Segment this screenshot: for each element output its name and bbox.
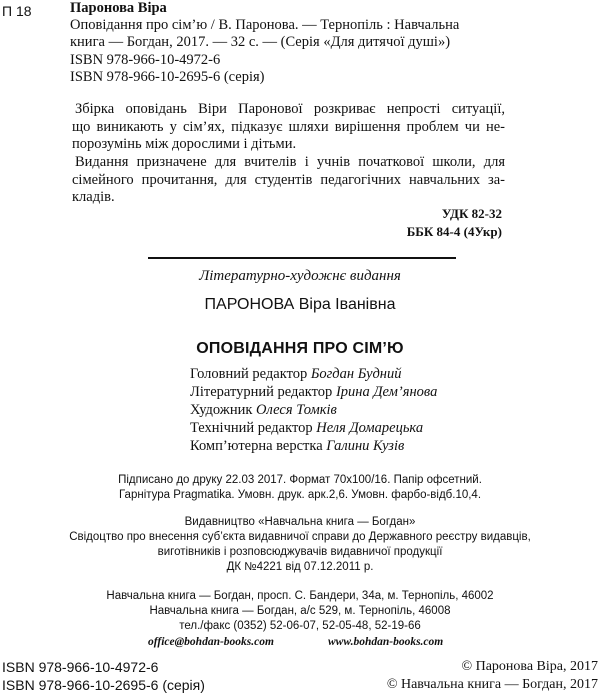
bibliographic-line-1: Оповідання про сім’ю / В. Паронова. — Тернопіль : Навчальна	[70, 17, 460, 33]
address-line-2: Навчальна книга — Богдан, а/с 529, м. Тернопіль, 46008	[149, 605, 451, 617]
publisher-email[interactable]: office@bohdan-books.com	[148, 636, 274, 648]
annotation-paragraph-2	[72, 154, 505, 207]
credit-name: Олеся Томків	[256, 402, 337, 418]
credit-role: Літературний редактор	[190, 384, 333, 400]
credit-name: Богдан Будний	[310, 366, 402, 382]
book-title: ОПОВІДАННЯ ПРО СІМ’Ю	[196, 340, 404, 357]
credit-name: Неля Домарецька	[316, 420, 424, 436]
bbk-code: ББК 84-4 (4Укр)	[406, 224, 502, 239]
publisher-line-3: виготівників і розповсюджувачів видавничої продукції	[157, 546, 443, 558]
author-heading: Паронова Віра	[70, 0, 167, 16]
copyright-author: © Паронова Віра, 2017	[461, 659, 598, 674]
credit-layout	[190, 438, 404, 455]
credit-technical-editor	[190, 420, 423, 437]
credit-name: Галини Кузів	[326, 438, 405, 454]
footer-isbn-main: ISBN 978-966-10-4972-6	[2, 659, 159, 675]
author-full-name: ПАРОНОВА Віра Іванівна	[204, 296, 396, 313]
publisher-line-1: Видавництво «Навчальна книга — Богдан»	[184, 516, 416, 528]
annotation-paragraph-1	[72, 101, 505, 154]
publisher-line-2: Свідоцтво про внесення суб’єкта видавничої справи до Державного реєстру видавців,	[69, 531, 531, 543]
credit-name: Ірина Дем’янова	[335, 384, 438, 400]
edition-type: Літературно-художнє видання	[199, 268, 401, 284]
divider-line	[148, 257, 456, 259]
credit-role: Головний редактор	[190, 366, 308, 382]
credit-role: Художник	[190, 402, 253, 418]
footer-isbn-series: ISBN 978-966-10-2695-6 (серія)	[2, 677, 205, 693]
copyright-publisher: © Навчальна книга — Богдан, 2017	[386, 677, 598, 692]
publisher-website[interactable]: www.bohdan-books.com	[328, 636, 444, 648]
annotation-line: кладів.	[72, 189, 115, 205]
phone-fax-line: тел./факс (0352) 52-06-07, 52-05-48, 52-19-66	[179, 620, 421, 632]
credit-artist	[190, 402, 337, 419]
publisher-license: ДК №4221 від 07.12.2011 р.	[226, 561, 374, 573]
annotation-line: Збірка оповідань Віри Паронової розкриває непрості ситуації,	[75, 101, 505, 117]
address-line-1: Навчальна книга — Богдан, просп. С. Бандери, 34а, м. Тернопіль, 46002	[106, 590, 494, 602]
credit-chief-editor	[190, 366, 402, 383]
udk-code: УДК 82-32	[441, 206, 502, 221]
annotation-line: Видання призначене для вчителів і учнів початкової школи, для	[75, 154, 505, 170]
catalog-code: П 18	[2, 3, 32, 19]
credit-role: Технічний редактор	[190, 420, 313, 436]
bibliographic-line-2: книга — Богдан, 2017. — 32 с. — (Серія «Для дитячої душі»)	[70, 34, 451, 50]
annotation-line: що виникають у сім’ях, підказує шляхи вирішення проблем чи не-	[72, 118, 505, 135]
isbn-series: ISBN 978-966-10-2695-6 (серія)	[70, 69, 265, 85]
print-info-line-2: Гарнітура Pragmatika. Умовн. друк. арк.2,6. Умовн. фарбо-відб.10,4.	[118, 489, 482, 501]
print-info-line-1: Підписано до друку 22.03 2017. Формат 70х100/16. Папір офсетний.	[118, 474, 482, 486]
credit-literary-editor	[190, 384, 437, 401]
isbn-main: ISBN 978-966-10-4972-6	[70, 52, 221, 68]
credit-role: Комп’ютерна верстка	[190, 438, 323, 454]
annotation-line: сімейного прочитання, для студентів педагогічних навчальних за-	[72, 171, 505, 188]
annotation-line: порозумінь між дорослими і дітьми.	[72, 136, 297, 152]
